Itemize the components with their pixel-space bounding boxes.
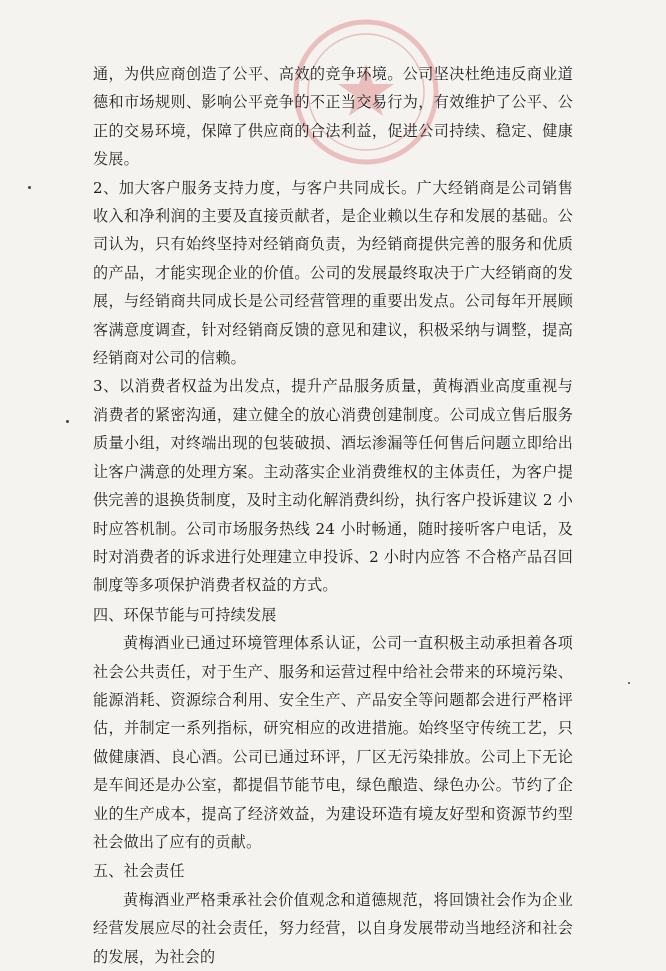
section-heading-social-responsibility: 五、社会责任 (93, 862, 185, 881)
paragraph-supplier-env: 通，为供应商创造了公平、高效的竞争环境。公司坚决杜绝违反商业道德和市场规则、影响公平竞争的不正当交易行为，有效维护了公平、公正的交易环境，保障了供应商的合法利益，促进公司持续、稳定、健康发展。 (93, 65, 573, 169)
scan-speck (628, 682, 630, 684)
paragraph-consumer-rights: 3、以消费者权益为出发点，提升产品服务质量，黄梅酒业高度重视与消费者的紧密沟通，建立健全的放心消费创建制度。公司成立售后服务质量小组，对终端出现的包装破损、酒坛渗漏等任何售后问题立即给出让客户满意的处理方案。主动落实企业消费维权的主体责任，为客户提供完善的退换货制度，及时主动化解消费纠纷，执行客户投诉建议 2 小时应答机制。公司市场服务热线 24 小时畅通，随时接听客户电话，及时对消费者的诉求进行处理建立申投诉、2 小时内应答 不合格产品召回制度等多项保护消费者权益的方式。 (93, 377, 573, 595)
paragraph-environment: 黄梅酒业已通过环境管理体系认证，公司一直积极主动承担着各项社会公共责任，对于生产、服务和运营过程中给社会带来的环境污染、能源消耗、资源综合利用、安全生产、产品安全等问题都会进行严格评估，并制定一系列指标，研究相应的改进措施。始终坚守传统工艺，只做健康酒、良心酒。公司已通过环评，厂区无污染排放。公司上下无论是车间还是办公室，都提倡节能节电，绿色酿造、绿色办公。节约了企业的生产成本，提高了经济效益，为建设环造有境友好型和资源节约型社会做出了应有的贡献。 (93, 634, 573, 851)
scan-speck (28, 186, 31, 189)
paragraph-customer-service: 2、加大客户服务支持力度，与客户共同成长。广大经销商是公司销售收入和净利润的主要及直接贡献者，是企业赖以生存和发展的基础。公司认为，只有始终坚持对经销商负责，为经销商提供完善的服务和优质的产品，才能实现企业的价值。公司的发展最终取决于广大经销商的发展，与经销商共同成长是公司经营管理的重要出发点。公司每年开展顾客满意度调查，针对经销商反馈的意见和建议，积极采纳与调整，提高经销商对公司的信赖。 (93, 178, 573, 368)
section-heading-environment: 四、环保节能与可持续发展 (93, 605, 277, 624)
scan-speck (66, 420, 69, 423)
document-body (93, 60, 573, 971)
paragraph-social-responsibility: 黄梅酒业严格秉承社会价值观念和道德规范，将回馈社会作为企业经营发展应尽的社会责任，努力经营，以自身发展带动当地经济和社会的发展，为社会的 (93, 890, 573, 966)
